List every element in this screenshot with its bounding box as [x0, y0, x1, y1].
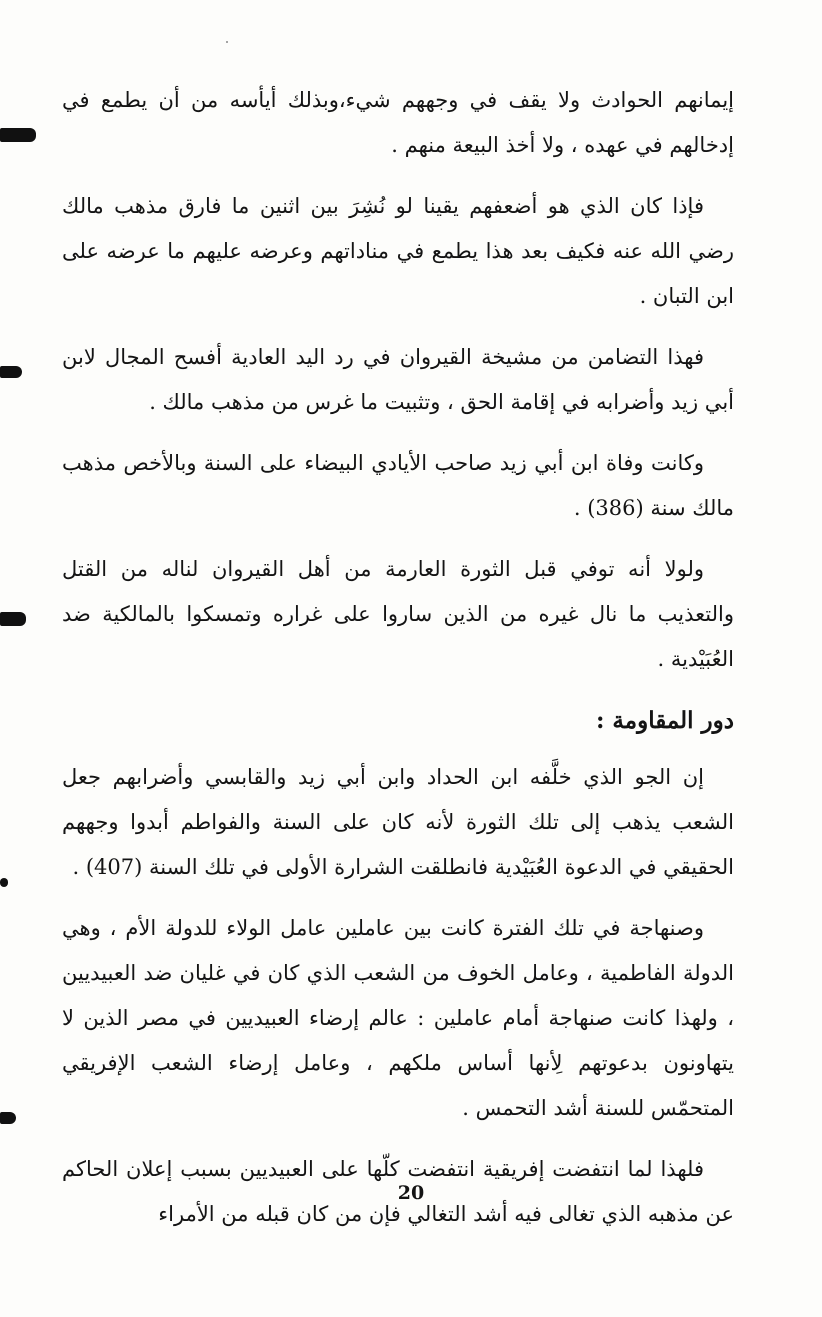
- page-number: 20: [397, 1182, 425, 1204]
- section-heading: دور المقاومة :: [595, 707, 734, 734]
- scan-margin-mark: [0, 128, 36, 142]
- paragraph: فلهذا لما انتفضت إفريقية انتفضت كلّها على العبيديين بسبب إعلان الحاكم عن مذهبه الذي تغالى فيه أشد التغالي فإن من كان قبله من الأمراء: [62, 1157, 734, 1226]
- paragraph: وكانت وفاة ابن أبي زيد صاحب الأيادي البيضاء على السنة وبالأخص مذهب مالك سنة (386) .: [62, 451, 734, 520]
- scan-margin-mark: [0, 366, 22, 378]
- paragraph: إن الجو الذي خلَّفه ابن الحداد وابن أبي زيد والقابسي وأضرابهم جعل الشعب يذهب إلى تلك الثورة لأنه كان على السنة والفواطم أبدوا وجههم الحقيقي في الدعوة العُبَيْدية فانطلقت الشرارة الأولى في تلك السنة (407) .: [62, 765, 734, 879]
- scan-margin-mark: [0, 612, 26, 626]
- scan-margin-mark: [0, 878, 8, 887]
- paragraph: فإذا كان الذي هو أضعفهم يقينا لو نُشِرَ بين اثنين ما فارق مذهب مالك رضي الله عنه فكيف بعد هذا يطمع في مناداتهم وعرضه عليهم ما عرضه على ابن التبان .: [62, 194, 734, 308]
- scan-speck: [226, 41, 228, 43]
- scan-margin-mark: [0, 1112, 16, 1124]
- paragraph: إيمانهم الحوادث ولا يقف في وجههم شيء،وبذلك أيأسه من أن يطمع في إدخالهم في عهده ، ولا أخذ البيعة منهم .: [62, 88, 734, 157]
- body-text: [62, 78, 734, 1253]
- paragraph: ولولا أنه توفي قبل الثورة العارمة من أهل القيروان لناله من القتل والتعذيب ما نال غيره من الذين ساروا على غراره وتمسكوا بالمالكية ضد العُبَيْدية .: [62, 557, 734, 671]
- paragraph: فهذا التضامن من مشيخة القيروان في رد اليد العادية أفسح المجال لابن أبي زيد وأضرابه في إقامة الحق ، وتثبيت ما غرس من مذهب مالك .: [62, 345, 734, 414]
- paragraph: وصنهاجة في تلك الفترة كانت بين عاملين عامل الولاء للدولة الأم ، وهي الدولة الفاطمية ، وعامل الخوف من الشعب الذي كان في غليان ضد العبيديين ، ولهذا كانت صنهاجة أمام عاملين : عالم إرضاء العبيديين في مصر الذين لا يتهاونون بدعوتهم لِأنها أساس ملكهم ، وعامل إرضاء الشعب الإفريقي المتحمّس للسنة أشد التحمس .: [62, 916, 734, 1120]
